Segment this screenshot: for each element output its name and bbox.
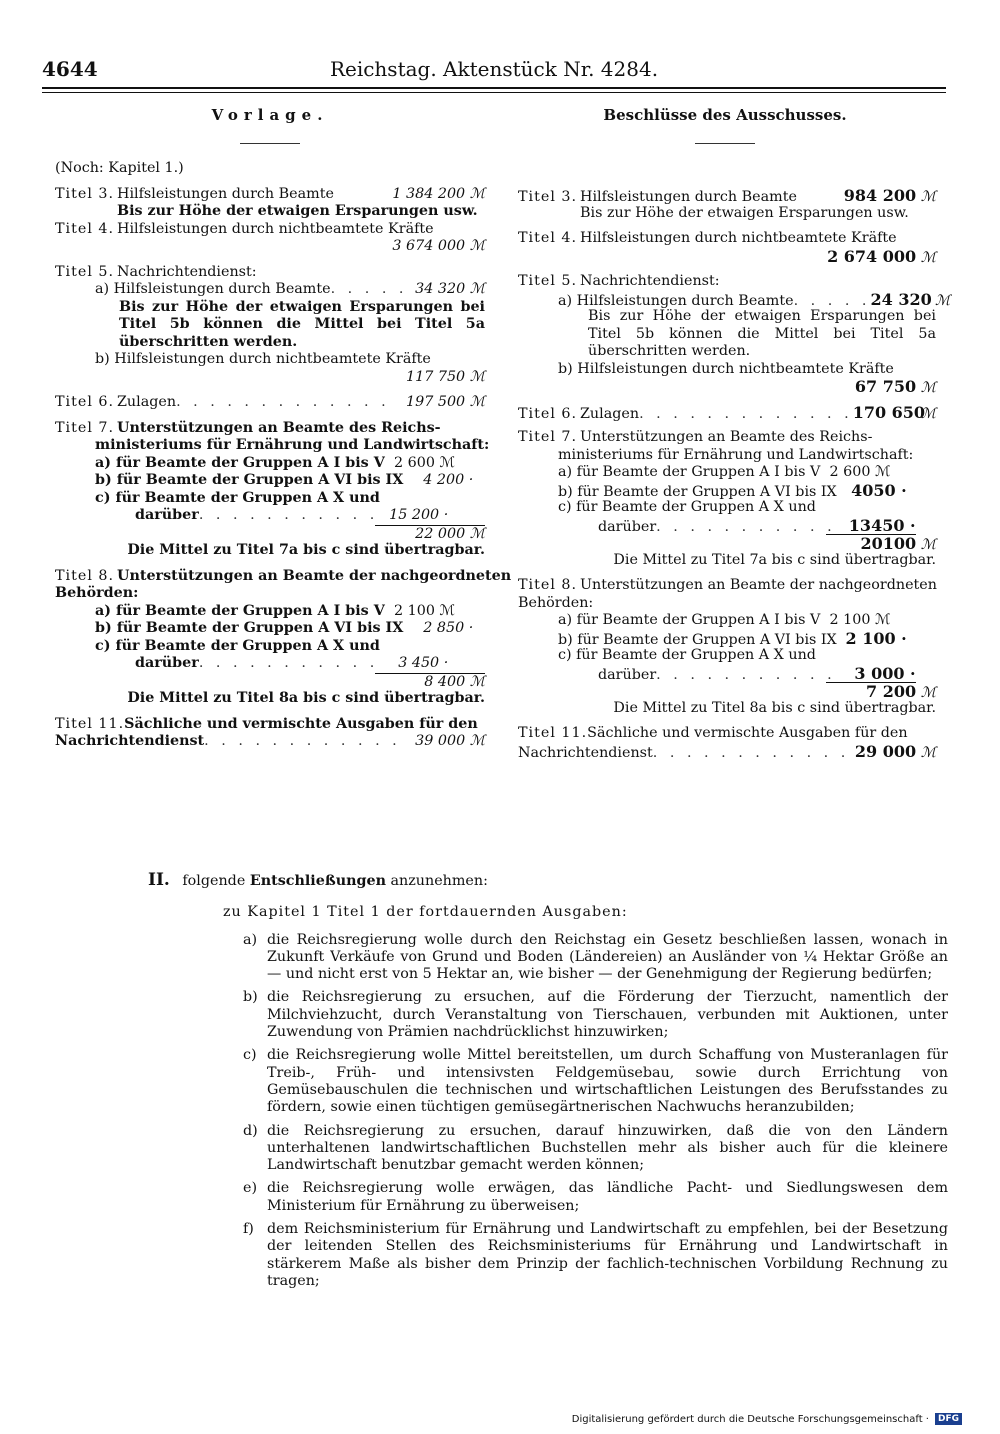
item-text: a) Hilfsleistungen durch Beamte: [95, 281, 331, 297]
right-heading-rule: [695, 143, 755, 144]
titel-amount: 984 200: [843, 186, 917, 205]
titel-text: Unterstützungen an Beamte des Reichs-: [117, 419, 441, 436]
header-rule-thin: [42, 92, 946, 93]
item-amount: 34 320 ℳ: [415, 281, 485, 297]
titel-text: Nachrichtendienst:: [117, 263, 257, 280]
item-amount: 2 100 ·: [845, 628, 907, 648]
titel-label: Titel 3.: [55, 185, 115, 202]
section-roman-numeral: II.: [148, 870, 170, 890]
right-titel-11-cont: Nachrichtendienst . . . . . . . . . . . . 29 000 ℳ: [518, 741, 936, 761]
item-text: a) für Beamte der Gruppen A I bis V: [95, 602, 385, 619]
titel-note: Die Mittel zu Titel 8a bis c sind übertragbar.: [613, 699, 936, 716]
running-title: Reichstag. Aktenstück Nr. 4284.: [329, 57, 659, 81]
titel-note: Die Mittel zu Titel 7a bis c sind übertragbar.: [613, 551, 936, 568]
titel-note: Bis zur Höhe der etwaigen Ersparungen usw.: [117, 203, 478, 219]
resolution-item: [243, 989, 948, 1041]
right-titel-3: [518, 187, 936, 205]
titel-label: Titel 11.: [518, 725, 588, 741]
item-amount: 67 750: [854, 377, 917, 396]
left-titel-4: [55, 221, 485, 239]
item-text: a) für Beamte der Gruppen A I bis V: [558, 464, 821, 480]
item-text: a) Hilfsleistungen durch Beamte: [558, 292, 794, 309]
right-titel-8: [518, 577, 936, 595]
resolution-text: die Reichsregierung zu ersuchen, darauf hinzuwirken, daß die von den Ländern unterhaltenen landwirtschaftlichen Buchstellen mehr als bisher auch für die kleinere Landwirtschaft benutzbar gemacht werden können;: [267, 1122, 948, 1174]
item-amount: 2 600 ℳ: [829, 464, 891, 480]
titel-amount: 39 000 ℳ: [415, 733, 485, 749]
item-text: a) für Beamte der Gruppen A I bis V: [558, 612, 821, 628]
left-titel-11-cont: Nachrichtendienst . . . . . . . . . . . . 39 000 ℳ: [55, 733, 485, 749]
item-amount: 3 000 ·: [836, 665, 916, 684]
titel-text-cont: Behörden:: [518, 594, 594, 611]
resolution-label: a): [243, 931, 258, 948]
item-text: c) für Beamte der Gruppen A X und: [95, 637, 380, 654]
titel-text-cont: Behörden:: [55, 585, 139, 601]
intro-emphasis: Entschließungen: [249, 873, 386, 889]
sum-amount: 7 200: [826, 682, 916, 701]
left-titel-8: [55, 567, 512, 586]
titel-text-cont: Nachrichtendienst: [518, 744, 653, 761]
item-text-cont: darüber: [598, 518, 657, 535]
page-number: 4644: [42, 57, 98, 81]
titel-text-cont: ministeriums für Ernährung und Landwirtschaft:: [95, 437, 490, 453]
currency-unit: ℳ: [935, 292, 951, 309]
titel-label: Titel 5.: [55, 263, 115, 280]
item-text: a) für Beamte der Gruppen A I bis V: [95, 454, 385, 471]
item-text-cont: darüber: [135, 507, 199, 523]
page-header: [42, 55, 946, 89]
left-column-heading: Vorlage.: [211, 106, 329, 124]
item-text: c) für Beamte der Gruppen A X und: [95, 489, 380, 506]
item-text: b) Hilfsleistungen durch nichtbeamtete Kräfte: [95, 351, 431, 367]
item-text-cont: darüber: [598, 666, 657, 683]
item-amount: 4050 ·: [851, 480, 907, 500]
left-titel-5b: [55, 351, 485, 369]
left-titel-5b-amount-line: [55, 369, 485, 387]
sum-amount: 22 000 ℳ: [375, 525, 485, 544]
titel-amount: 29 000: [854, 741, 917, 761]
right-titel-8a: [518, 612, 936, 630]
right-titel-7: [518, 429, 936, 447]
currency-unit: ℳ: [920, 537, 936, 553]
titel-amount: 3 674 000 ℳ: [392, 238, 485, 254]
titel-text: Zulagen: [580, 405, 640, 422]
item-amount: 2 850 ·: [423, 620, 474, 636]
item-amount: 24 320: [870, 289, 932, 309]
item-text: c) für Beamte der Gruppen A X und: [558, 499, 816, 515]
left-column: [55, 160, 512, 751]
titel-label: Titel 8.: [518, 577, 578, 593]
left-titel-7: [55, 420, 485, 438]
item-amount: 3 450 ·: [378, 655, 448, 674]
currency-unit: ℳ: [920, 380, 936, 396]
titel-amount: 1 384 200 ℳ: [392, 185, 485, 202]
resolution-label: d): [243, 1122, 258, 1139]
resolution-text: die Reichsregierung wolle Mittel bereitstellen, um durch Schaffung von Musteranlagen für Treib-, Früh- und intensivsten Feldgemüsebau, sowie durch Errichtung von Gemüsebauschulen die technischen und wirtschaftlichen Leistungen des Berufsstandes zu fördern, sowie einen tüchtigen gemüsegärtnerischen Nachwuchs heranzubilden;: [267, 1047, 948, 1116]
resolution-text: die Reichsregierung wolle erwägen, das ländliche Pacht- und Siedlungswesen dem Ministerium für Ernährung zu überweisen;: [267, 1180, 948, 1214]
sum-amount: 20100: [826, 534, 916, 553]
left-titel-5a: a) Hilfsleistungen durch Beamte . . . . . 34 320 ℳ: [95, 281, 485, 297]
titel-label: Titel 4.: [55, 220, 115, 237]
right-titel-7b: [518, 482, 936, 500]
titel-note: Die Mittel zu Titel 7a bis c sind übertragbar.: [127, 542, 485, 558]
item-text: c) für Beamte der Gruppen A X und: [558, 647, 816, 663]
left-titel-3: [55, 186, 485, 204]
item-amount: 2 100 ℳ: [829, 612, 891, 628]
titel-text: Hilfsleistungen durch nichtbeamtete Kräfte: [117, 220, 434, 237]
right-titel-8b: [518, 630, 936, 648]
left-heading-rule: [240, 143, 300, 144]
titel-label: Titel 4.: [518, 230, 578, 246]
sum-amount: 8 400 ℳ: [375, 673, 485, 692]
left-titel-7c: darüber . . . . . . . . . . . 15 200 ·: [55, 507, 485, 525]
item-amount: 15 200 ·: [378, 507, 448, 526]
resolution-item: [243, 932, 948, 984]
item-note: Bis zur Höhe der etwaigen Ersparungen bei Titel 5b können die Mittel bei Titel 5a überschritten werden.: [588, 308, 936, 359]
item-amount: 13450 ·: [836, 517, 916, 536]
item-amount: 2 100 ℳ: [394, 602, 455, 619]
titel-text: Zulagen: [117, 394, 177, 410]
currency-unit: ℳ: [920, 405, 936, 422]
titel-label: Titel 3.: [518, 189, 578, 205]
titel-note: Bis zur Höhe der etwaigen Ersparungen usw.: [580, 204, 909, 221]
currency-unit: ℳ: [920, 685, 936, 701]
titel-text: Nachrichtendienst:: [580, 273, 720, 289]
right-column: [518, 186, 951, 761]
titel-label: Titel 6.: [518, 405, 578, 422]
titel-note: Die Mittel zu Titel 8a bis c sind übertragbar.: [127, 690, 485, 706]
noch-text: (Noch: Kapitel 1.): [55, 160, 184, 176]
resolution-text: die Reichsregierung zu ersuchen, auf die Förderung der Tierzucht, namentlich der Milchviehzucht, durch Veranstaltung von Tierschauen, verbunden mit Auktionen, unter Zuwendung von Prämien nachdrücklichst hinzuwirken;: [267, 989, 948, 1041]
header-rule: [42, 87, 946, 89]
left-titel-7-sum-line: [55, 525, 485, 543]
left-titel-8c: darüber . . . . . . . . . . . 3 450 ·: [55, 655, 485, 673]
dfg-logo: DFG: [935, 1413, 962, 1425]
item-text-cont: darüber: [135, 655, 199, 671]
titel-text: Unterstützungen an Beamte der nachgeordneten: [117, 567, 512, 584]
right-titel-8-sum-line: [518, 682, 936, 700]
item-text: b) für Beamte der Gruppen A VI bis IX: [95, 620, 404, 636]
intro-text-end: anzunehmen:: [390, 873, 488, 889]
right-titel-6: Titel 6. Zulagen . . . . . . . . . . . . . 170 650 ℳ: [518, 402, 936, 422]
left-titel-11: [55, 716, 485, 734]
resolution-label: e): [243, 1180, 258, 1197]
titel-label: Titel 8.: [55, 567, 115, 584]
right-titel-5a: a) Hilfsleistungen durch Beamte . . . . . 24 320 ℳ: [558, 289, 951, 309]
titel-text-cont: Nachrichtendienst: [55, 733, 205, 749]
right-titel-11: [518, 725, 936, 743]
section-two: [148, 872, 948, 1296]
resolution-text: die Reichsregierung wolle durch den Reichstag ein Gesetz beschließen lassen, wonach in Zukunft Verkäufe von Grund und Boden (Ländereien) an Ausländer von ¼ Hektar Größe an — und nicht erst von 5 Hektar an, wie bisher — der Genehmigung der Regierung bedürfen;: [267, 931, 948, 983]
titel-amount: 2 674 000: [827, 246, 917, 266]
item-text: b) für Beamte der Gruppen A VI bis IX: [558, 483, 837, 500]
titel-label: Titel 7.: [55, 419, 115, 436]
section-two-intro: [148, 872, 948, 890]
right-titel-8c: darüber . . . . . . . . . . . 3 000 ·: [598, 663, 916, 683]
titel-text: Hilfsleistungen durch Beamte: [580, 189, 797, 205]
currency-unit: ℳ: [920, 744, 936, 761]
resolution-label: f): [243, 1221, 254, 1238]
left-titel-8b: [55, 620, 485, 638]
right-column-heading: Beschlüsse des Ausschusses.: [603, 106, 847, 124]
resolution-label: c): [243, 1047, 257, 1064]
titel-amount: 170 650: [852, 402, 926, 422]
item-text: b) Hilfsleistungen durch nichtbeamtete Kräfte: [558, 360, 894, 377]
item-text: b) für Beamte der Gruppen A VI bis IX: [558, 631, 837, 648]
right-titel-4-amount-line: [518, 248, 936, 266]
titel-label: Titel 5.: [518, 273, 578, 289]
right-titel-4: [518, 230, 936, 248]
item-amount: 2 600 ℳ: [394, 454, 455, 471]
currency-unit: ℳ: [920, 189, 936, 205]
resolution-text: dem Reichsministerium für Ernährung und Landwirtschaft zu empfehlen, bei der Besetzung der leitenden Stellen des Reichsministeriums für Ernährung und Landwirtschaft in stärkerem Maße als bisher dem Prinzip der fachlich-technischen Vorbildung Rechnung zu tragen;: [267, 1221, 948, 1289]
right-titel-5b-amount-line: [518, 378, 936, 396]
intro-text: folgende: [182, 873, 246, 889]
titel-label: Titel 11.: [55, 715, 125, 732]
left-titel-4-amount-line: [55, 238, 485, 256]
left-titel-5: [55, 264, 485, 282]
left-titel-7a: [55, 455, 485, 473]
titel-text: Unterstützungen an Beamte des Reichs-: [580, 429, 873, 445]
left-titel-6: Titel 6. Zulagen . . . . . . . . . . . . . 197 500 ℳ: [55, 394, 485, 410]
left-titel-8a: [55, 603, 485, 621]
currency-unit: ℳ: [920, 249, 936, 266]
noch-line: [55, 160, 485, 178]
resolution-item: [243, 1123, 948, 1175]
item-amount: 4 200 ·: [423, 472, 474, 488]
section-subheading: zu Kapitel 1 Titel 1 der fortdauernden Ausgaben:: [223, 904, 628, 921]
titel-amount: 197 500 ℳ: [406, 394, 485, 410]
right-titel-7a: [518, 464, 936, 482]
item-amount: 117 750 ℳ: [406, 368, 485, 385]
item-note: Bis zur Höhe der etwaigen Ersparungen bei Titel 5b können die Mittel bei Titel 5a überschritten werden.: [119, 298, 485, 350]
right-titel-7-sum-line: [518, 534, 936, 552]
right-titel-7c: darüber . . . . . . . . . . . 13450 ·: [598, 515, 916, 535]
resolution-item: [243, 1221, 948, 1290]
resolution-list: [148, 932, 948, 1291]
resolution-item: [243, 1180, 948, 1215]
left-titel-7b: [55, 472, 485, 490]
footer-credit: [572, 1413, 962, 1425]
titel-text: Hilfsleistungen durch nichtbeamtete Kräfte: [580, 230, 897, 246]
titel-label: Titel 7.: [518, 429, 578, 445]
item-text: b) für Beamte der Gruppen A VI bis IX: [95, 472, 404, 488]
titel-text-cont: ministeriums für Ernährung und Landwirtschaft:: [558, 446, 914, 463]
resolution-item: [243, 1047, 948, 1116]
titel-text: Sächliche und vermischte Ausgaben für den: [124, 715, 478, 732]
right-titel-5: [518, 273, 936, 291]
titel-label: Titel 6.: [55, 394, 115, 410]
right-titel-5b: [518, 361, 936, 379]
titel-text: Hilfsleistungen durch Beamte: [117, 185, 334, 202]
titel-text: Sächliche und vermischte Ausgaben für den: [587, 725, 908, 741]
resolution-label: b): [243, 989, 258, 1006]
footer-text: Digitalisierung gefördert durch die Deutsche Forschungsgemeinschaft ·: [571, 1413, 929, 1425]
left-titel-8-sum-line: [55, 673, 485, 691]
titel-text: Unterstützungen an Beamte der nachgeordneten: [580, 577, 937, 593]
